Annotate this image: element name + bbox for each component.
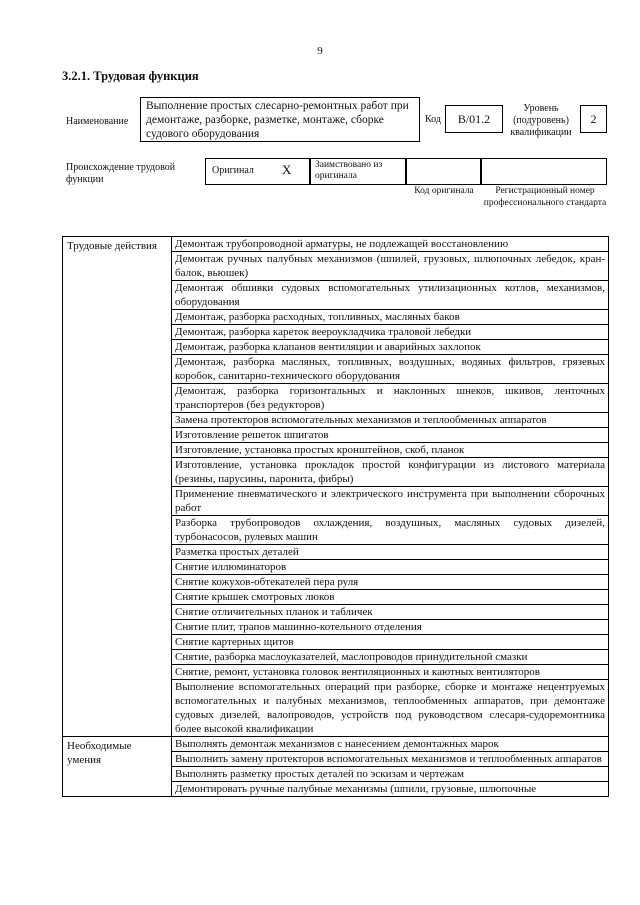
- table-cell: Изготовление, установка простых кронштейнов, скоб, планок: [172, 443, 609, 458]
- table-cell: Выполнять демонтаж механизмов с нанесением демонтажных марок: [172, 737, 609, 752]
- section-title: 3.2.1. Трудовая функция: [62, 69, 199, 83]
- page-number: 9: [317, 45, 323, 57]
- registration-number-caption: Регистрационный номер профессионального стандарта: [483, 186, 607, 208]
- table-cell: Демонтаж, разборка горизонтальных и наклонных шнеков, шкивов, ленточных транспортеров (без редукторов): [172, 384, 609, 413]
- origin-label: Происхождение трудовой функции: [66, 162, 176, 185]
- table-cell: Снятие отличительных планок и табличек: [172, 605, 609, 620]
- table-cell: Замена протекторов вспомогательных механизмов и теплообменных аппаратов: [172, 413, 609, 428]
- original-code-caption: Код оригинала: [414, 186, 474, 196]
- function-name-value: Выполнение простых слесарно-ремонтных работ при демонтаже, разборке, разметке, монтаже, сборке судового оборудования: [140, 97, 420, 142]
- skill-row: [63, 737, 609, 752]
- table-cell: Демонтировать ручные палубные механизмы (шпили, грузовые, шлюпочные: [172, 782, 609, 797]
- table-cell: Демонтаж ручных палубных механизмов (шпилей, грузовых, шлюпочных лебедок, кран-балок, вьюшек): [172, 252, 609, 281]
- table-cell: Применение пневматического и электрического инструмента при выполнении сборочных работ: [172, 487, 609, 516]
- table-cell: Демонтаж обшивки судовых вспомогательных утилизационных котлов, механизмов, оборудования: [172, 281, 609, 310]
- table-cell: Снятие, разборка маслоуказателей, маслопроводов принудительной смазки: [172, 650, 609, 665]
- table-cell: Разметка простых деталей: [172, 545, 609, 560]
- name-label: Наименование: [66, 116, 129, 127]
- borrowed-label: Заимствовано из оригинала: [310, 158, 406, 185]
- registration-number-cell: [481, 158, 607, 185]
- code-value: B/01.2: [445, 105, 503, 133]
- category-label: Необходимые умения: [63, 737, 172, 797]
- table-cell: Демонтаж, разборка расходных, топливных, масляных баков: [172, 310, 609, 325]
- table-cell: Изготовление, установка прокладок простой конфигурации из листового материала (резины, парусины, паронита, фибры): [172, 458, 609, 487]
- table-cell: Снятие картерных щитов: [172, 635, 609, 650]
- qualification-level-label: Уровень (подуровень) квалификации: [510, 103, 572, 138]
- labor-function-table: [62, 236, 609, 797]
- table-cell: Выполнение вспомогательных операций при разборке, сборке и монтаже нецентруемых вспомогательных и палубных механизмов, теплообменных аппаратов, при демонтаже судовых дизелей, валопроводов, устройств под руководством слесаря-судоремонтника более высокой квалификации: [172, 680, 609, 737]
- table-cell: Демонтаж, разборка кареток веероукладчика траловой лебедки: [172, 325, 609, 340]
- table-cell: Снятие крышек смотровых люков: [172, 590, 609, 605]
- table-cell: Снятие плит, трапов машинно-котельного отделения: [172, 620, 609, 635]
- code-label: Код: [425, 114, 441, 125]
- table-cell: Изготовление решеток шпигатов: [172, 428, 609, 443]
- table-cell: Снятие кожухов-обтекателей пера руля: [172, 575, 609, 590]
- table-cell: Демонтаж, разборка клапанов вентиляции и аварийных захлопок: [172, 340, 609, 355]
- table-cell: Демонтаж трубопроводной арматуры, не подлежащей восстановлению: [172, 237, 609, 252]
- table-cell: Снятие иллюминаторов: [172, 560, 609, 575]
- table-cell: Выполнить замену протекторов вспомогательных механизмов и теплообменных аппаратов: [172, 752, 609, 767]
- table-cell: Выполнять разметку простых деталей по эскизам и чертежам: [172, 767, 609, 782]
- category-label: Трудовые действия: [63, 237, 172, 737]
- original-label: Оригинал: [212, 165, 254, 176]
- qualification-level-value: 2: [580, 105, 607, 133]
- table-cell: Разборка трубопроводов охлаждения, воздушных, масляных судовых дизелей, турбонасосов, рулевых машин: [172, 516, 609, 545]
- table-cell: Демонтаж, разборка масляных, топливных, воздушных, водяных фильтров, грязевых коробок, санитарно-технического оборудования: [172, 355, 609, 384]
- table-cell: Снятие, ремонт, установка головок вентиляционных и каютных вентиляторов: [172, 665, 609, 680]
- labor-action-row: [63, 237, 609, 252]
- original-code-cell: [406, 158, 481, 185]
- original-mark: X: [282, 162, 292, 177]
